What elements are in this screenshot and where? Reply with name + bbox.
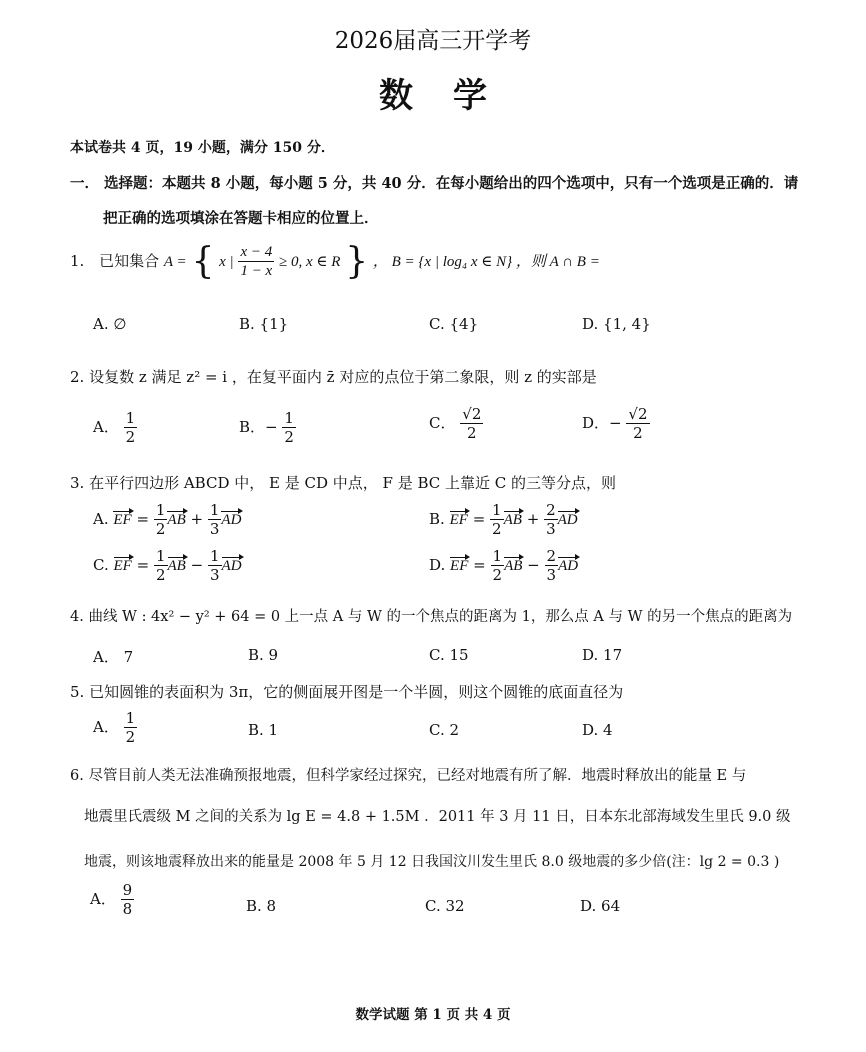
numerator: 1 bbox=[125, 709, 136, 727]
option-label: B．− bbox=[239, 417, 278, 436]
option-label: A． bbox=[90, 889, 116, 908]
q5-option-b[interactable]: B. 1 bbox=[248, 721, 279, 739]
numerator: 2 bbox=[546, 547, 557, 565]
q1-option-b[interactable]: B. {1} bbox=[239, 315, 289, 333]
q2-option-a[interactable] bbox=[93, 410, 137, 446]
denominator: 2 bbox=[633, 423, 643, 442]
numerator: 2 bbox=[546, 501, 556, 519]
denominator: 2 bbox=[155, 519, 166, 538]
q5-option-a[interactable] bbox=[93, 710, 137, 746]
question-4: 4. 曲线 W : 4x² − y² + 64 = 0 上一点 A 与 W 的一个焦点的距离为 1，那么点 A 与 W 的另一个焦点的距离为 bbox=[70, 609, 793, 625]
numerator: 1 bbox=[125, 409, 136, 427]
numerator: 9 bbox=[122, 881, 133, 899]
plus: + bbox=[190, 509, 204, 528]
q4-option-d[interactable]: D. 17 bbox=[582, 646, 623, 664]
denominator: 2 bbox=[155, 565, 166, 584]
question-3: 3. 在平行四边形 ABCD 中， E 是 CD 中点， F 是 BC 上靠近 C 的三等分点，则 bbox=[70, 474, 617, 492]
option-label: C． bbox=[429, 413, 456, 432]
q6-option-a[interactable] bbox=[90, 882, 134, 918]
q3-option-a[interactable] bbox=[93, 502, 241, 538]
q5-option-d[interactable]: D. 4 bbox=[582, 721, 613, 739]
page-footer: 数学试题 第 1 页 共 4 页 bbox=[355, 1007, 511, 1023]
numerator: √2 bbox=[628, 405, 648, 423]
numerator: 1 bbox=[209, 547, 220, 565]
option-label: A． bbox=[93, 417, 119, 436]
question-6-line1: 6. 尽管目前人类无法准确预报地震，但科学家经过探究，已经对地震有所了解．地震时释放出的能量 E 与 bbox=[70, 768, 747, 784]
denominator: 2 bbox=[492, 565, 503, 584]
exam-info: 本试卷共 4 页，19 小题，满分 150 分． bbox=[70, 140, 335, 156]
minus: − bbox=[527, 555, 540, 574]
vector-ef: EF bbox=[450, 557, 469, 574]
left-brace: { bbox=[191, 241, 215, 282]
q2-option-d[interactable] bbox=[582, 406, 650, 442]
option-label: B. bbox=[429, 509, 445, 528]
set-a-condition: ≥ 0, x ∈ R bbox=[279, 254, 341, 270]
denominator: 3 bbox=[209, 565, 220, 584]
q1-option-a[interactable]: A. ∅ bbox=[93, 315, 127, 333]
vector-ad: AD bbox=[558, 557, 579, 574]
option-label: D．− bbox=[582, 413, 622, 432]
fraction-numerator: x − 4 bbox=[240, 244, 273, 261]
section-heading-line2: 把正确的选项填涂在答题卡相应的位置上． bbox=[103, 210, 379, 227]
denominator: 2 bbox=[125, 427, 136, 446]
denominator: 8 bbox=[122, 899, 133, 918]
q4-option-b[interactable]: B. 9 bbox=[248, 646, 279, 664]
denominator: 3 bbox=[209, 519, 220, 538]
question-number: 1. bbox=[70, 252, 85, 270]
option-label: A. bbox=[93, 509, 109, 528]
vector-ef: EF bbox=[449, 511, 468, 528]
denominator: 2 bbox=[125, 727, 136, 746]
vector-ad: AD bbox=[221, 511, 242, 528]
q2-option-b[interactable] bbox=[239, 410, 296, 446]
vector-ef: EF bbox=[113, 557, 132, 574]
option-label: C. bbox=[93, 555, 109, 574]
numerator: 1 bbox=[492, 501, 502, 519]
minus: − bbox=[190, 555, 204, 574]
vector-ad: AD bbox=[221, 557, 242, 574]
option-label: D. bbox=[429, 555, 446, 574]
denominator: 2 bbox=[467, 423, 477, 442]
exam-title: 2026届高三开学考 bbox=[334, 28, 532, 54]
set-a-fraction bbox=[238, 244, 274, 280]
equals: = bbox=[473, 555, 486, 574]
question-6-line3: 地震，则该地震释放出来的能量是 2008 年 5 月 12 日我国汶川发生里氏 8.0 级地震的多少倍(注：lg 2 = 0.3 ) bbox=[84, 854, 780, 870]
q2-option-c[interactable] bbox=[429, 406, 483, 442]
numerator: 1 bbox=[155, 547, 166, 565]
vector-ab: AB bbox=[504, 557, 523, 574]
question-6-line2: 地震里氏震级 M 之间的关系为 lg E = 4.8 + 1.5M ．2011 年 3 月 11 日，日本东北部海域发生里氏 9.0 级 bbox=[84, 809, 791, 825]
q3-option-b[interactable] bbox=[429, 502, 578, 538]
subject-title: 数学 bbox=[379, 76, 527, 116]
q1-option-d[interactable]: D. {1, 4} bbox=[582, 315, 651, 333]
equals: = bbox=[136, 509, 150, 528]
question-1 bbox=[70, 241, 600, 282]
right-brace: } bbox=[345, 241, 369, 282]
set-b-and-question: ， B = {x | log₄ x ∈ N} ，则 A ∩ B = bbox=[372, 254, 600, 270]
q6-option-d[interactable]: D. 64 bbox=[580, 897, 621, 915]
denominator: 3 bbox=[546, 519, 556, 538]
q3-option-c[interactable] bbox=[93, 548, 242, 584]
q4-option-a[interactable]: A． 7 bbox=[93, 648, 134, 666]
question-2: 2. 设复数 z 满足 z² = i ，在复平面内 z̄ 对应的点位于第二象限，则 z 的实部是 bbox=[70, 368, 597, 386]
q6-option-b[interactable]: B. 8 bbox=[246, 897, 277, 915]
vector-ad: AD bbox=[557, 511, 578, 528]
set-a-label: A = bbox=[163, 254, 187, 270]
vector-ab: AB bbox=[503, 511, 522, 528]
denominator: 2 bbox=[284, 427, 294, 446]
plus: + bbox=[526, 509, 540, 528]
set-a-var: x | bbox=[219, 254, 234, 270]
numerator: 1 bbox=[155, 501, 166, 519]
q5-option-c[interactable]: C. 2 bbox=[429, 721, 460, 739]
vector-ab: AB bbox=[167, 511, 186, 528]
numerator: √2 bbox=[462, 405, 482, 423]
numerator: 1 bbox=[492, 547, 503, 565]
vector-ab: AB bbox=[167, 557, 186, 574]
q3-option-d[interactable] bbox=[429, 548, 578, 584]
question-text: 已知集合 bbox=[99, 252, 160, 270]
equals: = bbox=[472, 509, 486, 528]
denominator: 3 bbox=[546, 565, 557, 584]
question-5: 5. 已知圆锥的表面积为 3π，它的侧面展开图是一个半圆，则这个圆锥的底面直径为 bbox=[70, 683, 624, 701]
numerator: 1 bbox=[284, 409, 294, 427]
equals: = bbox=[136, 555, 150, 574]
numerator: 1 bbox=[209, 501, 220, 519]
option-label: A． bbox=[93, 717, 119, 736]
q1-option-c[interactable]: C. {4} bbox=[429, 315, 479, 333]
q6-option-c[interactable]: C. 32 bbox=[425, 897, 465, 915]
q4-option-c[interactable]: C. 15 bbox=[429, 646, 469, 664]
section-heading-line1: 一． 选择题：本题共 8 小题，每小题 5 分，共 40 分．在每小题给出的四个选项中，只有一个选项是正确的．请 bbox=[70, 175, 799, 192]
denominator: 2 bbox=[492, 519, 502, 538]
vector-ef: EF bbox=[113, 511, 132, 528]
fraction-denominator: 1 − x bbox=[240, 262, 273, 279]
